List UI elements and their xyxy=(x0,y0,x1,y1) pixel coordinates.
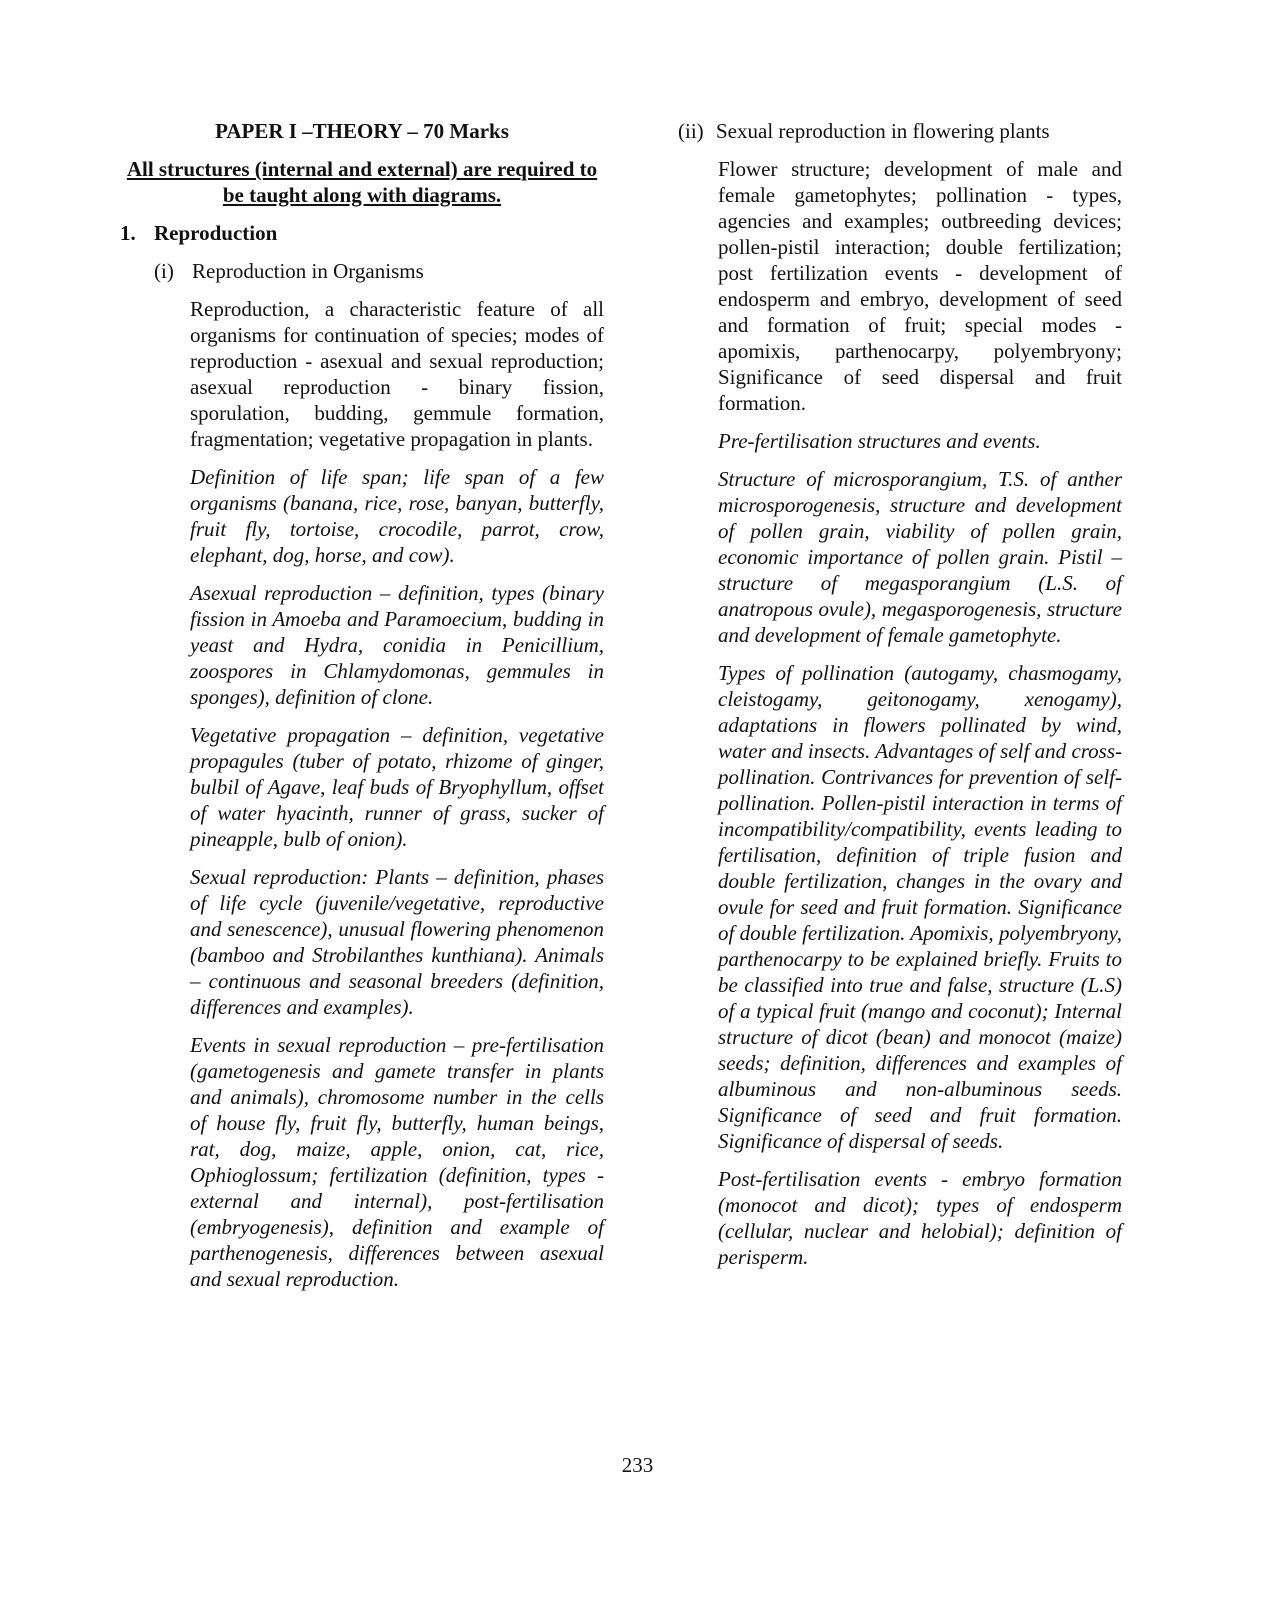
subsection-heading-ii xyxy=(678,118,1122,144)
paragraph: Reproduction, a characteristic feature of all organisms for continuation of species; modes of reproduction - asexual and sexual reproduction; asexual reproduction - binary fission, sporulation, budding, gemmule formation, fragmentation; vegetative propagation in plants. xyxy=(190,297,604,451)
page-number: 233 xyxy=(621,1453,654,1477)
left-column xyxy=(120,118,604,1292)
paragraph: Structure of microsporangium, T.S. of anther microsporogenesis, structure and development of pollen grain, viability of pollen grain, economic importance of pollen grain. Pistil – structure of megasporangium (L.S. of anatropous ovule), megasporogenesis, structure and development of female gametophyte. xyxy=(718,467,1122,647)
subsection-title: Reproduction in Organisms xyxy=(192,259,424,283)
paragraph: Asexual reproduction – definition, types (binary fission in Amoeba and Paramoecium, budding in yeast and Hydra, conidia in Penicillium, zoospores in Chlamydomonas, gemmules in sponges), definition of clone. xyxy=(190,581,604,709)
paragraph: Definition of life span; life span of a few organisms (banana, rice, rose, banyan, butterfly, fruit fly, tortoise, crocodile, parrot, crow, elephant, dog, horse, and cow). xyxy=(190,465,604,567)
subsection-number: (i) xyxy=(154,259,174,283)
subsection-heading-i xyxy=(154,258,604,284)
paragraph: Pre-fertilisation structures and events. xyxy=(718,429,1041,453)
section-number: 1. xyxy=(120,221,136,245)
left-body xyxy=(190,296,604,1292)
right-body xyxy=(718,156,1122,1270)
paragraph: Vegetative propagation – definition, vegetative propagules (tuber of potato, rhizome of ginger, bulbil of Agave, leaf buds of Bryophyllum, offset of water hyacinth, runner of grass, sucker of pineapple, bulb of onion). xyxy=(190,723,604,851)
paragraph: Events in sexual reproduction – pre-fertilisation (gametogenesis and gamete transfer in plants and animals), chromosome number in the cells of house fly, fruit fly, butterfly, human beings, rat, dog, maize, apple, onion, cat, rice, Ophioglossum; fertilization (definition, types - external and internal), post-fertilisation (embryogenesis), definition and example of parthenogenesis, differences between asexual and sexual reproduction. xyxy=(190,1033,604,1291)
paragraph: Flower structure; development of male and female gametophytes; pollination - types, agencies and examples; outbreeding devices; pollen-pistil interaction; double fertilization; post fertilization events - development of endosperm and embryo, development of seed and formation of fruit; special modes - apomixis, parthenocarpy, polyembryony; Significance of seed dispersal and fruit formation. xyxy=(718,157,1122,415)
paragraph: Sexual reproduction: Plants – definition, phases of life cycle (juvenile/vegetative, reproductive and senescence), unusual flowering phenomenon (bamboo and Strobilanthes kunthiana). Animals – continuous and seasonal breeders (definition, differences and examples). xyxy=(190,865,604,1019)
paragraph: Types of pollination (autogamy, chasmogamy, cleistogamy, geitonogamy, xenogamy), adaptations in flowers pollinated by wind, water and insects. Advantages of self and cross-pollination. Contrivances for prevention of self-pollination. Pollen-pistil interaction in terms of incompatibility/compatibility, events leading to fertilisation, definition of triple fusion and double fertilization, changes in the ovary and ovule for seed and fruit formation. Significance of double fertilization. Apomixis, polyembryony, parthenocarpy to be explained briefly. Fruits to be classified into true and false, structure (L.S) of a typical fruit (mango and coconut); Internal structure of dicot (bean) and monocot (maize) seeds; definition, differences and examples of albuminous and non-albuminous seeds. Significance of seed and fruit formation. Significance of dispersal of seeds. xyxy=(718,661,1122,1153)
right-column xyxy=(678,118,1122,1270)
paper-title: PAPER I –THEORY – 70 Marks xyxy=(215,119,509,143)
subsection-title: Sexual reproduction in flowering plants xyxy=(716,119,1050,143)
diagram-requirement-note: All structures (internal and external) are required to be taught along with diagrams. xyxy=(126,157,598,207)
section-title: Reproduction xyxy=(154,221,278,245)
section-heading xyxy=(120,220,604,246)
subsection-number: (ii) xyxy=(678,119,704,143)
paragraph: Post-fertilisation events - embryo formation (monocot and dicot); types of endosperm (cellular, nuclear and helobial); definition of perisperm. xyxy=(718,1167,1122,1269)
